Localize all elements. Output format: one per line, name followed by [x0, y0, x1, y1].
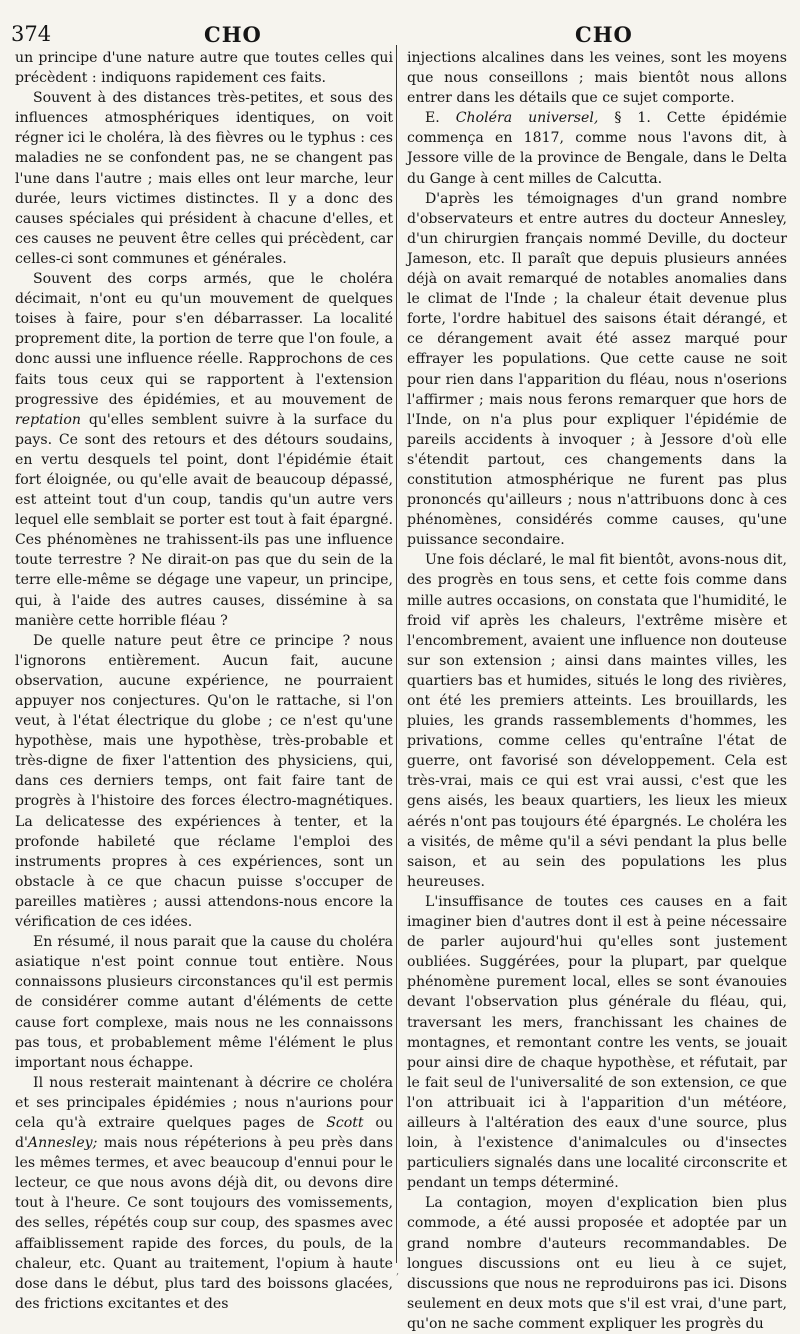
italic-term: reptation: [15, 411, 81, 428]
paragraph: injections alcalines dans les veines, sont les moyens que nous conseillons ; mais bientôt nous allons entrer dans les détails que ce sujet comporte.: [407, 50, 787, 107]
footer-mark: ,: [396, 1266, 400, 1277]
section-title: Choléra universel,: [455, 110, 599, 127]
italic-author: Annesley;: [27, 1135, 98, 1152]
left-column: [15, 48, 393, 1312]
right-column: [407, 48, 788, 1332]
running-head-left: CHO: [204, 22, 262, 47]
paragraph: De quelle nature peut être ce principe ? nous l'ignorons entièrement. Aucun fait, aucune observation, aucune expérience, ne pourraient appuyer nos conjectures. Qu'on le rattache, si l'on veut, à l'état électrique du globe ; ce n'est qu'une hypothèse, mais une hypothèse, très-probable et très-digne de fixer l'attention des physiciens, qui, dans ces derniers temps, ont fait faire tant de progrès à l'histoire des forces électro-magnétiques. La delicatesse des expériences à tenter, et la profonde habileté que réclame l'emploi des instruments propres à ces expériences, sont un obstacle à ce que chacun puisse s'occuper de pareilles matières ; aussi attendons-nous encore la vérification de ces idées.: [15, 632, 393, 931]
paragraph: En résumé, il nous parait que la cause du choléra asiatique n'est point connue tout entière. Nous connaissons plusieurs circonstances qu'il est permis de considérer comme autant d'éléments de cette cause fort complexe, mais nous ne les connaissons pas tous, et probablement même l'élément le plus important nous échappe.: [15, 934, 393, 1071]
paragraph: Il nous resterait maintenant à décrire ce choléra et ses principales épidémies ; nous n'aurions pour cela qu'à extraire quelques pages de Scott ou d'Annesley; mais nous répéterions à peu près dans les mêmes termes, et avec beaucoup d'ennui pour le lecteur, ce que nous avons déjà dit, ou devons dire tout à l'heure. Ce sont toujours des vomissements, des selles, répétés coup sur coup, des spasmes avec affaiblissement rapide des forces, du pouls, de la chaleur, etc. Quant au traitement, l'opium à haute dose dans le début, plus tard des boissons glacées, des frictions excitantes et des: [15, 1074, 393, 1312]
paragraph: D'après les témoignages d'un grand nombre d'observateurs et entre autres du docteur Annesley, d'un chirurgien français nommé Deville, du docteur Jameson, etc. Il paraît que depuis plusieurs années déjà on avait remarqué de notables anomalies dans le climat de l'Inde ; la chaleur était devenue plus forte, l'ordre habituel des saisons était dérangé, et ce dérangement avait été assez marqué pour effrayer les populations. Que cette cause ne soit pour rien dans l'apparition du fléau, nous n'oserions l'affirmer ; mais nous ferons remarquer que hors de l'Inde, on n'a plus pour expliquer l'épidémie de pareils accidents à invoquer ; à Jessore d'où elle s'étendit partout, ces changements dans la constitution atmosphérique ne furent pas plus prononcés qu'ailleurs ; nous n'attribuons donc à ces phénomènes, considérés comme causes, qu'une puissance secondaire.: [407, 190, 787, 549]
paragraph: Souvent des corps armés, que le choléra décimait, n'ont eu qu'un mouvement de quelques toises à faire, pour s'en débarrasser. La localité proprement dite, la portion de terre que l'on foule, a donc aussi une influence réelle. Rapprochons de ces faits tous ceux qui se rapportent à l'extension progressive des épidémies, et au mouvement de reptation qu'elles semblent suivre à la surface du pays. Ce sont des retours et des détours soudains, en vertu desquels tel point, dont l'épidémie était fort éloignée, ou qu'elle avait de beaucoup dépassé, est atteint tout d'un coup, tandis qu'un autre vers lequel elle semblait se porter est tout à fait épargné. Ces phénomènes ne trahissent-ils pas une influence toute terrestre ? Ne dirait-on pas que du sein de la terre elle-même se dégage une vapeur, un principe, qui, à l'aide des autres causes, dissémine à sa manière cette horrible fléau ?: [15, 271, 393, 629]
running-head-right: CHO: [575, 22, 633, 47]
paragraph: Une fois déclaré, le mal fit bientôt, avons-nous dit, des progrès en tous sens, et cette fois comme dans mille autres occasions, on constata que l'humidité, le froid vif après les chaleurs, l'extrême misère et l'encombrement, avaient une influence non douteuse sur son extension ; ainsi dans maintes villes, les quartiers bas et humides, situés le long des rivières, ont été les premiers atteints. Les brouillards, les pluies, les grands rassemblements d'hommes, les privations, comme celles qu'entraîne l'état de guerre, ont favorisé son développement. Cela est très-vrai, mais ce qui est vrai aussi, c'est que les gens aisés, les beaux quartiers, les lieux les mieux aérés n'ont pas toujours été épargnés. Le choléra les a visités, de même qu'il a sévi pendant la plus belle saison, et au sein des populations les plus heureuses.: [407, 552, 787, 890]
page-header: [0, 6, 800, 46]
column-divider: [396, 45, 397, 1263]
paragraph: L'insuffisance de toutes ces causes en a fait imaginer bien d'autres dont il est à peine nécessaire de parler aujourd'hui qu'elles sont justement oubliées. Suggérées, pour la plupart, par quelque phénomène purement local, elles se sont évanouies devant l'observation plus générale du fléau, qui, traversant les mers, franchissant les chaines de montagnes, et remontant contre les vents, se jouait pour ainsi dire de chaque hypothèse, et réfutait, par le fait seul de l'universalité de son extension, ce que l'on attribuait ici à l'apparition d'un météore, ailleurs à l'altération des eaux d'une source, plus loin, à l'existence d'animalcules ou d'insectes particuliers signalés dans une localité circonscrite et pendant un temps déterminé.: [407, 893, 787, 1192]
paragraph: Souvent à des distances très-petites, et sous des influences atmosphériques identiques, on voit régner ici le choléra, là des fièvres ou le typhus : ces maladies ne se confondent pas, ne se changent pas l'une dans l'autre ; mais elles ont leur marche, leur durée, leurs victimes distinctes. Il y a donc des causes spéciales qui président à chacune d'elles, et ces causes ne peuvent être celles qui précèdent, car celles-ci sont communes et générales.: [15, 90, 393, 267]
italic-author: Scott: [326, 1114, 364, 1131]
paragraph: La contagion, moyen d'explication bien plus commode, a été aussi proposée et adoptée par un grand nombre d'auteurs recommandables. De longues discussions ont eu lieu à ce sujet, discussions que nous ne reproduirons pas ici. Disons seulement en deux mots que s'il est vrai, d'une part, qu'on ne sache comment expliquer les progrès du: [407, 1195, 787, 1332]
paragraph: un principe d'une nature autre que toutes celles qui précèdent : indiquons rapidement ces faits.: [15, 50, 393, 87]
page-number: 374: [11, 22, 52, 46]
paragraph: E. Choléra universel, § 1. Cette épidémie commença en 1817, comme nous l'avons dit, à Jessore ville de la province de Bengale, dans le Delta du Gange à cent milles de Calcutta.: [407, 110, 788, 187]
